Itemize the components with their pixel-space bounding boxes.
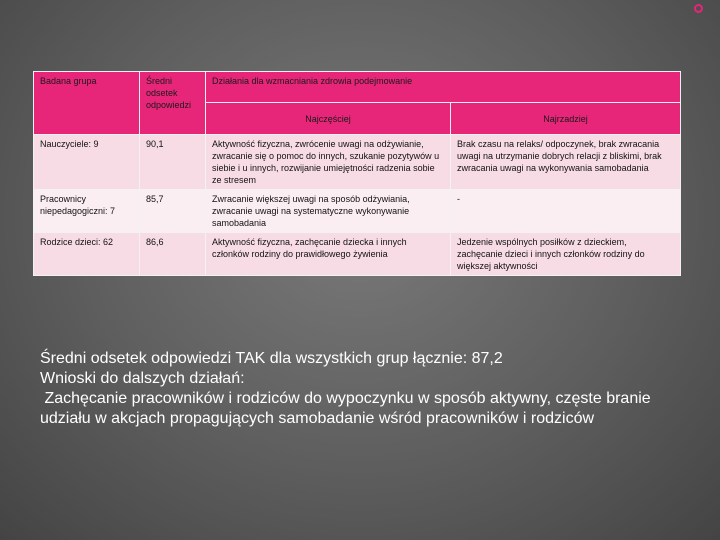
average-summary: Średni odsetek odpowiedzi TAK dla wszystkich grup łącznie: 87,2 [40, 350, 503, 367]
cell-most-often: Aktywność fizyczna, zachęcanie dziecka i innych członków rodziny do prawidłowego żywienia [206, 233, 451, 276]
header-most-often: Najczęściej [206, 103, 451, 135]
table-row [34, 135, 681, 190]
summary-notes [40, 349, 690, 429]
conclusions-heading: Wnioski do dalszych działań: [40, 370, 245, 387]
cell-average: 90,1 [140, 135, 206, 190]
cell-least-often: - [451, 190, 681, 233]
header-least-often: Najrzadziej [451, 103, 681, 135]
conclusions-text: Zachęcanie pracowników i rodziców do wypoczynku w sposób aktywny, częste branie udziału w akcjach propagujących samobadanie wśród pracowników i rodziców [40, 390, 656, 427]
cell-least-often: Jedzenie wspólnych posiłków z dzieckiem, zachęcanie dzieci i innych członków rodziny do większej aktywności [451, 233, 681, 276]
cell-most-often: Aktywność fizyczna, zwrócenie uwagi na odżywianie, zwracanie się o pomoc do innych, szukanie pozytywów u siebie i u innych, rozwijanie umiejętności radzenia sobie ze stresem [206, 135, 451, 190]
cell-average: 86,6 [140, 233, 206, 276]
table-row [34, 233, 681, 276]
header-average: Średni odsetek odpowiedzi [140, 72, 206, 135]
cell-group: Pracownicy niepedagogiczni: 7 [34, 190, 140, 233]
table-row [34, 190, 681, 233]
header-group: Badana grupa [34, 72, 140, 135]
cell-group: Nauczyciele: 9 [34, 135, 140, 190]
header-actions: Działania dla wzmacniania zdrowia podejmowanie [206, 72, 681, 103]
cell-most-often: Zwracanie większej uwagi na sposób odżywiania, zwracanie uwagi na systematyczne wykonywanie samobadania [206, 190, 451, 233]
results-table [33, 71, 681, 276]
cell-group: Rodzice dzieci: 62 [34, 233, 140, 276]
cell-average: 85,7 [140, 190, 206, 233]
cell-least-often: Brak czasu na relaks/ odpoczynek, brak zwracania uwagi na utrzymanie dobrych relacji z bliskimi, brak zwracania uwagi na wykonywania samobadania [451, 135, 681, 190]
ring-bullet-icon [694, 4, 703, 13]
